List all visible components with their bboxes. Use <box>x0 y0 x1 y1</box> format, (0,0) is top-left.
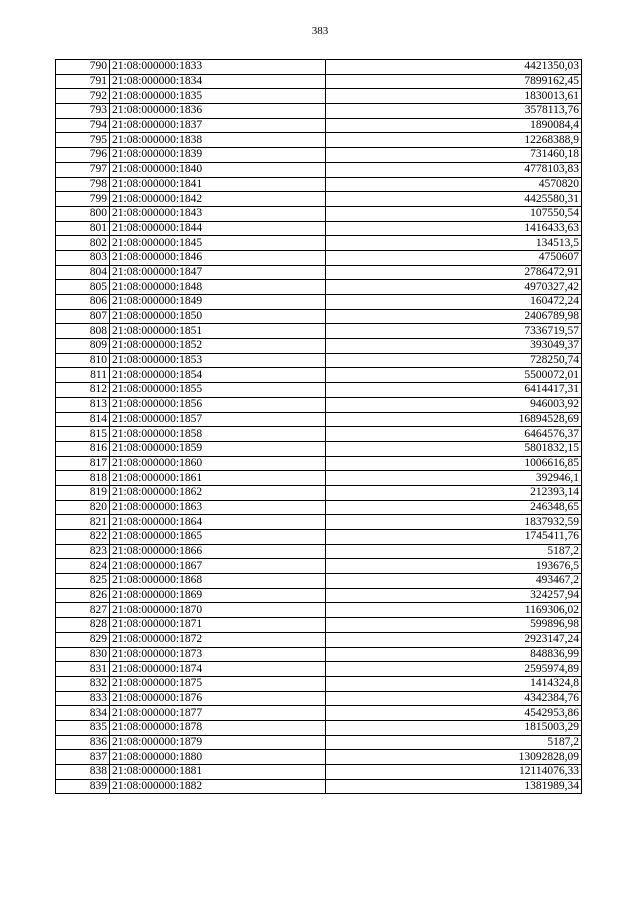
row-number-cell: 797 <box>56 162 110 177</box>
cadastral-value-cell: 1006616,85 <box>326 456 582 471</box>
cadastral-value-cell: 2786472,91 <box>326 265 582 280</box>
cadastral-number-cell: 21:08:000000:1836 <box>110 104 326 119</box>
cadastral-number-cell: 21:08:000000:1855 <box>110 383 326 398</box>
cadastral-number-cell: 21:08:000000:1839 <box>110 148 326 163</box>
table-row <box>56 397 582 412</box>
cadastral-number-cell: 21:08:000000:1840 <box>110 162 326 177</box>
cadastral-value-cell: 4750607 <box>326 250 582 265</box>
cadastral-value-cell: 1815003,29 <box>326 720 582 735</box>
table-row <box>56 662 582 677</box>
row-number-cell: 791 <box>56 74 110 89</box>
cadastral-value-cell: 5801832,15 <box>326 441 582 456</box>
cadastral-number-cell: 21:08:000000:1854 <box>110 368 326 383</box>
cadastral-value-cell: 5187,2 <box>326 544 582 559</box>
table-row <box>56 618 582 633</box>
table-row <box>56 118 582 133</box>
cadastral-number-cell: 21:08:000000:1846 <box>110 250 326 265</box>
row-number-cell: 823 <box>56 544 110 559</box>
cadastral-value-cell: 4342384,76 <box>326 691 582 706</box>
cadastral-number-cell: 21:08:000000:1866 <box>110 544 326 559</box>
cadastral-number-cell: 21:08:000000:1844 <box>110 221 326 236</box>
cadastral-value-cell: 6414417,31 <box>326 383 582 398</box>
cadastral-number-cell: 21:08:000000:1853 <box>110 353 326 368</box>
cadastral-value-cell: 1890084,4 <box>326 118 582 133</box>
cadastral-number-cell: 21:08:000000:1861 <box>110 471 326 486</box>
table-row <box>56 295 582 310</box>
table-row <box>56 691 582 706</box>
cadastral-number-cell: 21:08:000000:1837 <box>110 118 326 133</box>
table-row <box>56 236 582 251</box>
row-number-cell: 806 <box>56 295 110 310</box>
cadastral-value-cell: 1169306,02 <box>326 603 582 618</box>
table-row <box>56 162 582 177</box>
cadastral-number-cell: 21:08:000000:1856 <box>110 397 326 412</box>
table-row <box>56 559 582 574</box>
row-number-cell: 800 <box>56 206 110 221</box>
cadastral-value-cell: 1416433,63 <box>326 221 582 236</box>
row-number-cell: 794 <box>56 118 110 133</box>
cadastral-value-cell: 4421350,03 <box>326 60 582 75</box>
cadastral-value-cell: 193676,5 <box>326 559 582 574</box>
table-row <box>56 647 582 662</box>
row-number-cell: 792 <box>56 89 110 104</box>
row-number-cell: 832 <box>56 676 110 691</box>
row-number-cell: 831 <box>56 662 110 677</box>
table-row <box>56 412 582 427</box>
row-number-cell: 805 <box>56 280 110 295</box>
table-row <box>56 60 582 75</box>
row-number-cell: 804 <box>56 265 110 280</box>
row-number-cell: 824 <box>56 559 110 574</box>
cadastral-value-cell: 1830013,61 <box>326 89 582 104</box>
cadastral-value-cell: 12114076,33 <box>326 765 582 780</box>
row-number-cell: 810 <box>56 353 110 368</box>
cadastral-number-cell: 21:08:000000:1869 <box>110 588 326 603</box>
row-number-cell: 812 <box>56 383 110 398</box>
table-row <box>56 750 582 765</box>
cadastral-number-cell: 21:08:000000:1845 <box>110 236 326 251</box>
cadastral-value-cell: 4970327,42 <box>326 280 582 295</box>
cadastral-value-cell: 6464576,37 <box>326 427 582 442</box>
row-number-cell: 790 <box>56 60 110 75</box>
table-row <box>56 574 582 589</box>
cadastral-number-cell: 21:08:000000:1880 <box>110 750 326 765</box>
cadastral-number-cell: 21:08:000000:1871 <box>110 618 326 633</box>
row-number-cell: 835 <box>56 720 110 735</box>
table-row <box>56 265 582 280</box>
row-number-cell: 821 <box>56 515 110 530</box>
row-number-cell: 816 <box>56 441 110 456</box>
cadastral-value-cell: 7336719,57 <box>326 324 582 339</box>
cadastral-number-cell: 21:08:000000:1877 <box>110 706 326 721</box>
cadastral-value-cell: 160472,24 <box>326 295 582 310</box>
row-number-cell: 813 <box>56 397 110 412</box>
cadastral-number-cell: 21:08:000000:1838 <box>110 133 326 148</box>
cadastral-number-cell: 21:08:000000:1847 <box>110 265 326 280</box>
cadastral-number-cell: 21:08:000000:1872 <box>110 632 326 647</box>
cadastral-value-cell: 1745411,76 <box>326 530 582 545</box>
table-row <box>56 676 582 691</box>
table-row <box>56 368 582 383</box>
table-row <box>56 221 582 236</box>
cadastral-number-cell: 21:08:000000:1852 <box>110 339 326 354</box>
table-row <box>56 720 582 735</box>
cadastral-number-cell: 21:08:000000:1865 <box>110 530 326 545</box>
row-number-cell: 827 <box>56 603 110 618</box>
cadastral-number-cell: 21:08:000000:1874 <box>110 662 326 677</box>
cadastral-value-cell: 2595974,89 <box>326 662 582 677</box>
row-number-cell: 838 <box>56 765 110 780</box>
cadastral-number-cell: 21:08:000000:1833 <box>110 60 326 75</box>
cadastral-number-cell: 21:08:000000:1860 <box>110 456 326 471</box>
table-row <box>56 177 582 192</box>
cadastral-value-cell: 599896,98 <box>326 618 582 633</box>
cadastral-value-cell: 1414324,8 <box>326 676 582 691</box>
cadastral-value-cell: 946003,92 <box>326 397 582 412</box>
row-number-cell: 817 <box>56 456 110 471</box>
row-number-cell: 809 <box>56 339 110 354</box>
cadastral-number-cell: 21:08:000000:1873 <box>110 647 326 662</box>
row-number-cell: 819 <box>56 485 110 500</box>
cadastral-value-cell: 731460,18 <box>326 148 582 163</box>
cadastral-value-cell: 1381989,34 <box>326 779 582 794</box>
cadastral-value-cell: 848836,99 <box>326 647 582 662</box>
table-row <box>56 530 582 545</box>
cadastral-value-cell: 7899162,45 <box>326 74 582 89</box>
row-number-cell: 833 <box>56 691 110 706</box>
row-number-cell: 798 <box>56 177 110 192</box>
cadastral-number-cell: 21:08:000000:1851 <box>110 324 326 339</box>
table-row <box>56 588 582 603</box>
table-row <box>56 632 582 647</box>
cadastral-number-cell: 21:08:000000:1882 <box>110 779 326 794</box>
table-row <box>56 280 582 295</box>
cadastral-value-cell: 13092828,09 <box>326 750 582 765</box>
row-number-cell: 828 <box>56 618 110 633</box>
cadastral-value-cell: 16894528,69 <box>326 412 582 427</box>
cadastral-value-cell: 107550,54 <box>326 206 582 221</box>
cadastral-value-table <box>55 59 582 794</box>
table-row <box>56 500 582 515</box>
cadastral-value-cell: 212393,14 <box>326 485 582 500</box>
row-number-cell: 830 <box>56 647 110 662</box>
row-number-cell: 837 <box>56 750 110 765</box>
table-row <box>56 133 582 148</box>
cadastral-number-cell: 21:08:000000:1835 <box>110 89 326 104</box>
cadastral-value-cell: 134513,5 <box>326 236 582 251</box>
cadastral-number-cell: 21:08:000000:1868 <box>110 574 326 589</box>
row-number-cell: 814 <box>56 412 110 427</box>
table-row <box>56 383 582 398</box>
cadastral-number-cell: 21:08:000000:1850 <box>110 309 326 324</box>
row-number-cell: 801 <box>56 221 110 236</box>
cadastral-number-cell: 21:08:000000:1879 <box>110 735 326 750</box>
cadastral-value-cell: 5187,2 <box>326 735 582 750</box>
table-row <box>56 485 582 500</box>
table-row <box>56 779 582 794</box>
table-row <box>56 427 582 442</box>
row-number-cell: 825 <box>56 574 110 589</box>
cadastral-number-cell: 21:08:000000:1843 <box>110 206 326 221</box>
cadastral-number-cell: 21:08:000000:1848 <box>110 280 326 295</box>
cadastral-number-cell: 21:08:000000:1857 <box>110 412 326 427</box>
cadastral-number-cell: 21:08:000000:1863 <box>110 500 326 515</box>
row-number-cell: 803 <box>56 250 110 265</box>
cadastral-number-cell: 21:08:000000:1867 <box>110 559 326 574</box>
cadastral-value-cell: 2923147,24 <box>326 632 582 647</box>
table-row <box>56 735 582 750</box>
cadastral-value-cell: 728250,74 <box>326 353 582 368</box>
table-row <box>56 250 582 265</box>
cadastral-number-cell: 21:08:000000:1858 <box>110 427 326 442</box>
row-number-cell: 811 <box>56 368 110 383</box>
row-number-cell: 807 <box>56 309 110 324</box>
table-row <box>56 456 582 471</box>
row-number-cell: 834 <box>56 706 110 721</box>
page-number: 383 <box>311 25 329 37</box>
row-number-cell: 796 <box>56 148 110 163</box>
table-row <box>56 515 582 530</box>
table-row <box>56 353 582 368</box>
cadastral-number-cell: 21:08:000000:1849 <box>110 295 326 310</box>
cadastral-value-cell: 4570820 <box>326 177 582 192</box>
cadastral-value-cell: 4778103,83 <box>326 162 582 177</box>
table-row <box>56 148 582 163</box>
row-number-cell: 826 <box>56 588 110 603</box>
table-row <box>56 104 582 119</box>
table-row <box>56 192 582 207</box>
cadastral-value-cell: 493467,2 <box>326 574 582 589</box>
row-number-cell: 836 <box>56 735 110 750</box>
row-number-cell: 815 <box>56 427 110 442</box>
row-number-cell: 839 <box>56 779 110 794</box>
row-number-cell: 820 <box>56 500 110 515</box>
cadastral-value-cell: 3578113,76 <box>326 104 582 119</box>
cadastral-number-cell: 21:08:000000:1842 <box>110 192 326 207</box>
row-number-cell: 793 <box>56 104 110 119</box>
cadastral-value-cell: 393049,37 <box>326 339 582 354</box>
cadastral-value-cell: 1837932,59 <box>326 515 582 530</box>
cadastral-value-cell: 12268388,9 <box>326 133 582 148</box>
table-row <box>56 89 582 104</box>
row-number-cell: 795 <box>56 133 110 148</box>
cadastral-value-cell: 4425580,31 <box>326 192 582 207</box>
row-number-cell: 808 <box>56 324 110 339</box>
table-row <box>56 603 582 618</box>
table-row <box>56 544 582 559</box>
cadastral-number-cell: 21:08:000000:1878 <box>110 720 326 735</box>
cadastral-number-cell: 21:08:000000:1834 <box>110 74 326 89</box>
cadastral-value-cell: 246348,65 <box>326 500 582 515</box>
row-number-cell: 829 <box>56 632 110 647</box>
table-row <box>56 765 582 780</box>
table-row <box>56 706 582 721</box>
cadastral-number-cell: 21:08:000000:1864 <box>110 515 326 530</box>
row-number-cell: 799 <box>56 192 110 207</box>
table-row <box>56 441 582 456</box>
cadastral-value-cell: 324257,94 <box>326 588 582 603</box>
cadastral-number-cell: 21:08:000000:1875 <box>110 676 326 691</box>
table-row <box>56 324 582 339</box>
table-row <box>56 206 582 221</box>
cadastral-number-cell: 21:08:000000:1870 <box>110 603 326 618</box>
table-row <box>56 471 582 486</box>
cadastral-number-cell: 21:08:000000:1859 <box>110 441 326 456</box>
cadastral-value-cell: 2406789,98 <box>326 309 582 324</box>
cadastral-number-cell: 21:08:000000:1841 <box>110 177 326 192</box>
table-body <box>56 60 582 794</box>
cadastral-value-cell: 5500072,01 <box>326 368 582 383</box>
cadastral-value-cell: 392946,1 <box>326 471 582 486</box>
table-row <box>56 339 582 354</box>
row-number-cell: 802 <box>56 236 110 251</box>
table-row <box>56 74 582 89</box>
cadastral-value-cell: 4542953,86 <box>326 706 582 721</box>
row-number-cell: 822 <box>56 530 110 545</box>
row-number-cell: 818 <box>56 471 110 486</box>
cadastral-number-cell: 21:08:000000:1881 <box>110 765 326 780</box>
cadastral-number-cell: 21:08:000000:1862 <box>110 485 326 500</box>
cadastral-number-cell: 21:08:000000:1876 <box>110 691 326 706</box>
table-row <box>56 309 582 324</box>
